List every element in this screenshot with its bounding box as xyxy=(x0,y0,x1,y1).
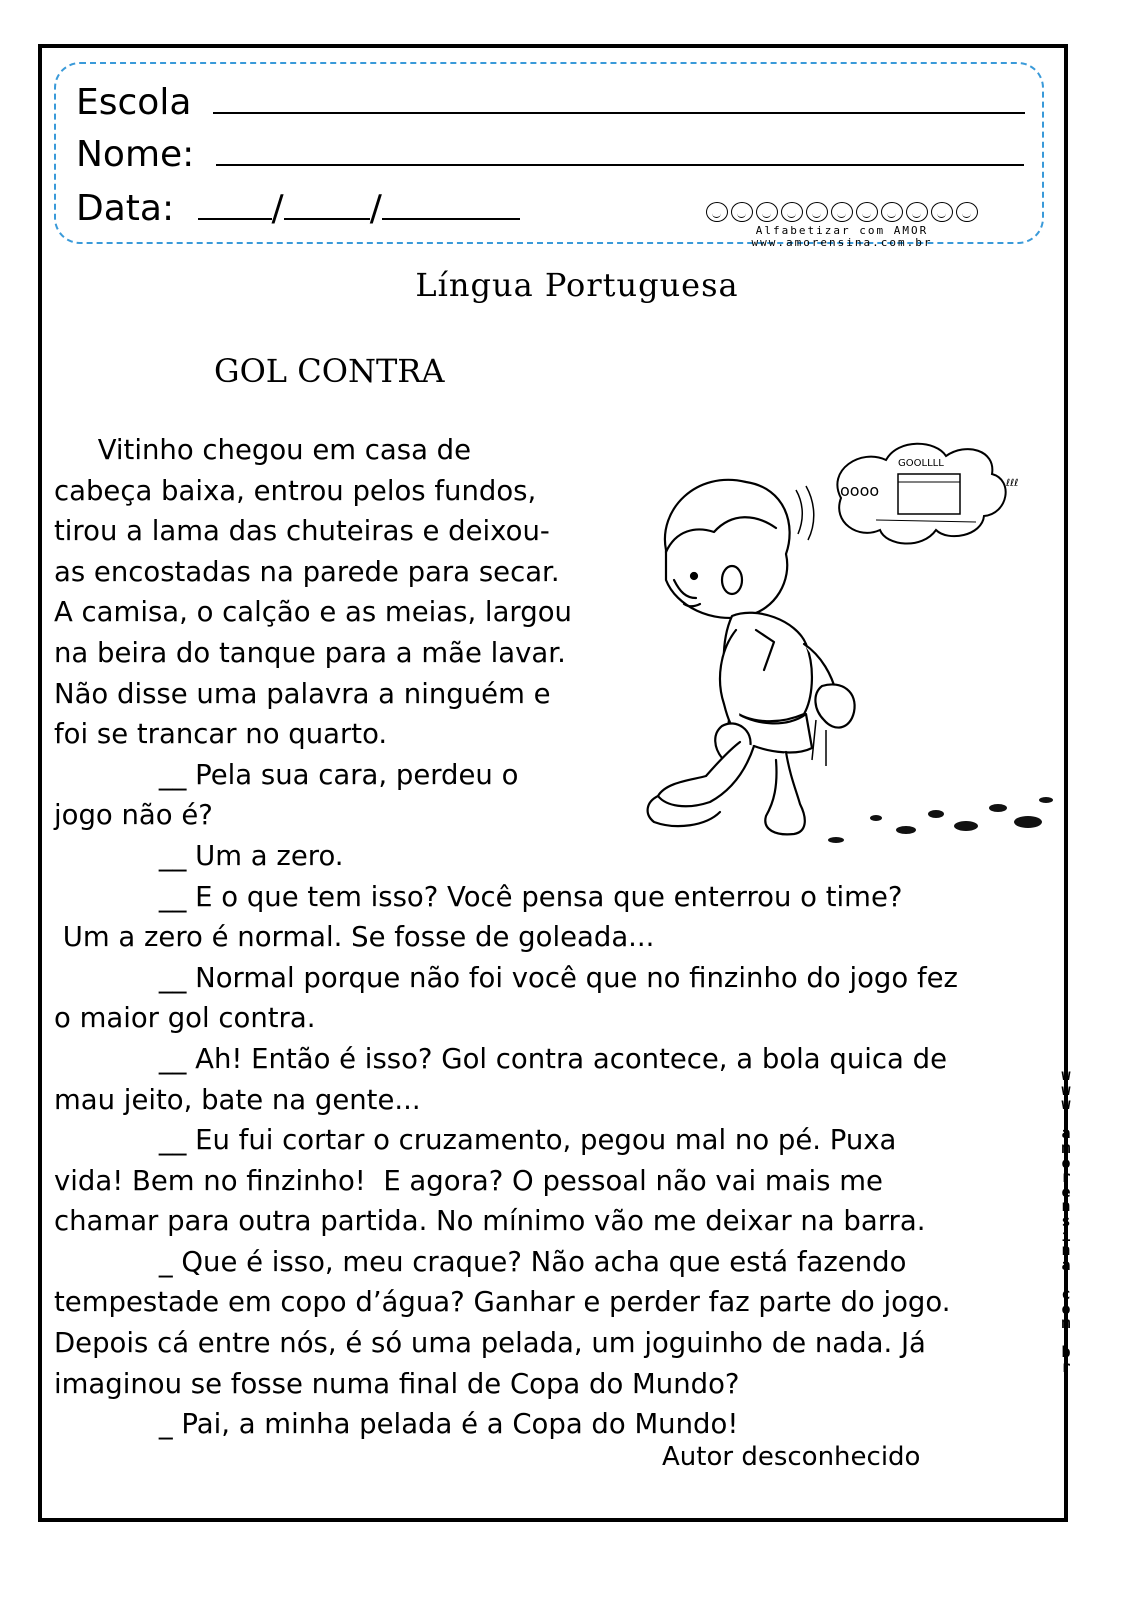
name-label: Nome: xyxy=(76,134,195,175)
story-line: __ Pela sua cara, perdeu o xyxy=(54,758,519,791)
side-watermark-char: n xyxy=(1061,1197,1071,1216)
side-watermark-char: n xyxy=(1061,1241,1071,1260)
story-line: __ Normal porque não foi você que no finzinho do jogo fez xyxy=(54,961,958,994)
side-watermark-char: . xyxy=(1061,1109,1071,1128)
side-watermark-char: i xyxy=(1061,1226,1071,1245)
side-watermark-char: c xyxy=(1061,1284,1071,1303)
story-line: _ Pai, a minha pelada é a Copa do Mundo! xyxy=(54,1408,739,1441)
side-watermark xyxy=(1057,1068,1075,1374)
logo-url: www.amorensina.com.br xyxy=(751,236,933,249)
subject-heading: Língua Portuguesa xyxy=(415,266,739,304)
side-watermark-char: o xyxy=(1061,1299,1071,1318)
story-line: __ E o que tem isso? Você pensa que enterrou o time? xyxy=(54,880,903,913)
side-watermark-char: r xyxy=(1061,1357,1071,1376)
story-line: jogo não é? xyxy=(54,799,213,832)
school-label: Escola xyxy=(76,82,192,123)
story-line: Vitinho chegou em casa de xyxy=(54,434,472,466)
name-line xyxy=(76,134,1024,175)
svg-text:ℓℓℓ: ℓℓℓ xyxy=(1006,478,1019,489)
logo-text: Alfabetizar com AMOR xyxy=(755,224,929,237)
story-line: cabeça baixa, entrou pelos fundos, xyxy=(54,474,537,507)
boy-illustration xyxy=(636,430,1066,866)
side-watermark-char: m xyxy=(1061,1314,1071,1333)
side-watermark-char: e xyxy=(1061,1182,1071,1201)
side-watermark-char: r xyxy=(1061,1168,1071,1187)
story-line: __ Ah! Então é isso? Gol contra acontece, a bola quica de xyxy=(54,1042,948,1075)
side-watermark-char: w xyxy=(1061,1095,1071,1114)
side-watermark-char: a xyxy=(1061,1255,1071,1274)
date-separator: / xyxy=(271,188,284,229)
side-watermark-char: m xyxy=(1061,1138,1071,1157)
story-line: __ Um a zero. xyxy=(54,839,344,872)
side-watermark-char: w xyxy=(1061,1080,1071,1099)
thought-sounds: oooo xyxy=(840,481,880,500)
thought-text: GOOLLLL xyxy=(898,458,944,469)
story-line: __ Eu fui cortar o cruzamento, pegou mal no pé. Puxa xyxy=(54,1124,897,1157)
date-label: Data: xyxy=(76,188,175,229)
story-line: imaginou se fosse numa final de Copa do Mundo? xyxy=(54,1367,740,1400)
side-watermark-char: . xyxy=(1061,1328,1071,1347)
side-watermark-char: o xyxy=(1061,1153,1071,1172)
story-title: GOL CONTRA xyxy=(214,352,445,390)
story-line: Não disse uma palavra a ninguém e xyxy=(54,677,551,710)
name-field[interactable] xyxy=(216,134,1024,166)
side-watermark-char: b xyxy=(1061,1343,1071,1362)
story-line: mau jeito, bate na gente... xyxy=(54,1083,421,1116)
logo-faces-icon xyxy=(672,202,1012,224)
story-line: tempestade em copo d’água? Ganhar e perder faz parte do jogo. xyxy=(54,1286,951,1319)
side-watermark-char: s xyxy=(1061,1211,1071,1230)
story-line: A camisa, o calção e as meias, largou xyxy=(54,596,572,629)
side-watermark-char: . xyxy=(1061,1270,1071,1289)
date-year-field[interactable] xyxy=(382,188,520,220)
date-separator: / xyxy=(369,188,382,229)
author-credit: Autor desconhecido xyxy=(662,1442,921,1472)
story-line: as encostadas na parede para secar. xyxy=(54,555,560,588)
story-line: o maior gol contra. xyxy=(54,1002,316,1035)
story-line: _ Que é isso, meu craque? Não acha que está fazendo xyxy=(54,1245,907,1278)
story-line: tirou a lama das chuteiras e deixou- xyxy=(54,515,550,548)
story-line: vida! Bem no finzinho! E agora? O pessoal não vai mais me xyxy=(54,1164,883,1197)
story-line: chamar para outra partida. No mínimo vão me deixar na barra. xyxy=(54,1205,926,1238)
story-line: Um a zero é normal. Se fosse de goleada... xyxy=(54,921,655,954)
story-line: foi se trancar no quarto. xyxy=(54,718,388,751)
logo xyxy=(672,202,1012,249)
story-line: Depois cá entre nós, é só uma pelada, um joguinho de nada. Já xyxy=(54,1327,926,1360)
school-field[interactable] xyxy=(213,82,1025,114)
date-month-field[interactable] xyxy=(284,188,370,220)
side-watermark-char: a xyxy=(1061,1124,1071,1143)
date-line xyxy=(76,188,520,229)
date-day-field[interactable] xyxy=(198,188,272,220)
school-line xyxy=(76,82,1025,123)
story-line: na beira do tanque para a mãe lavar. xyxy=(54,636,566,669)
side-watermark-char: w xyxy=(1061,1066,1071,1084)
